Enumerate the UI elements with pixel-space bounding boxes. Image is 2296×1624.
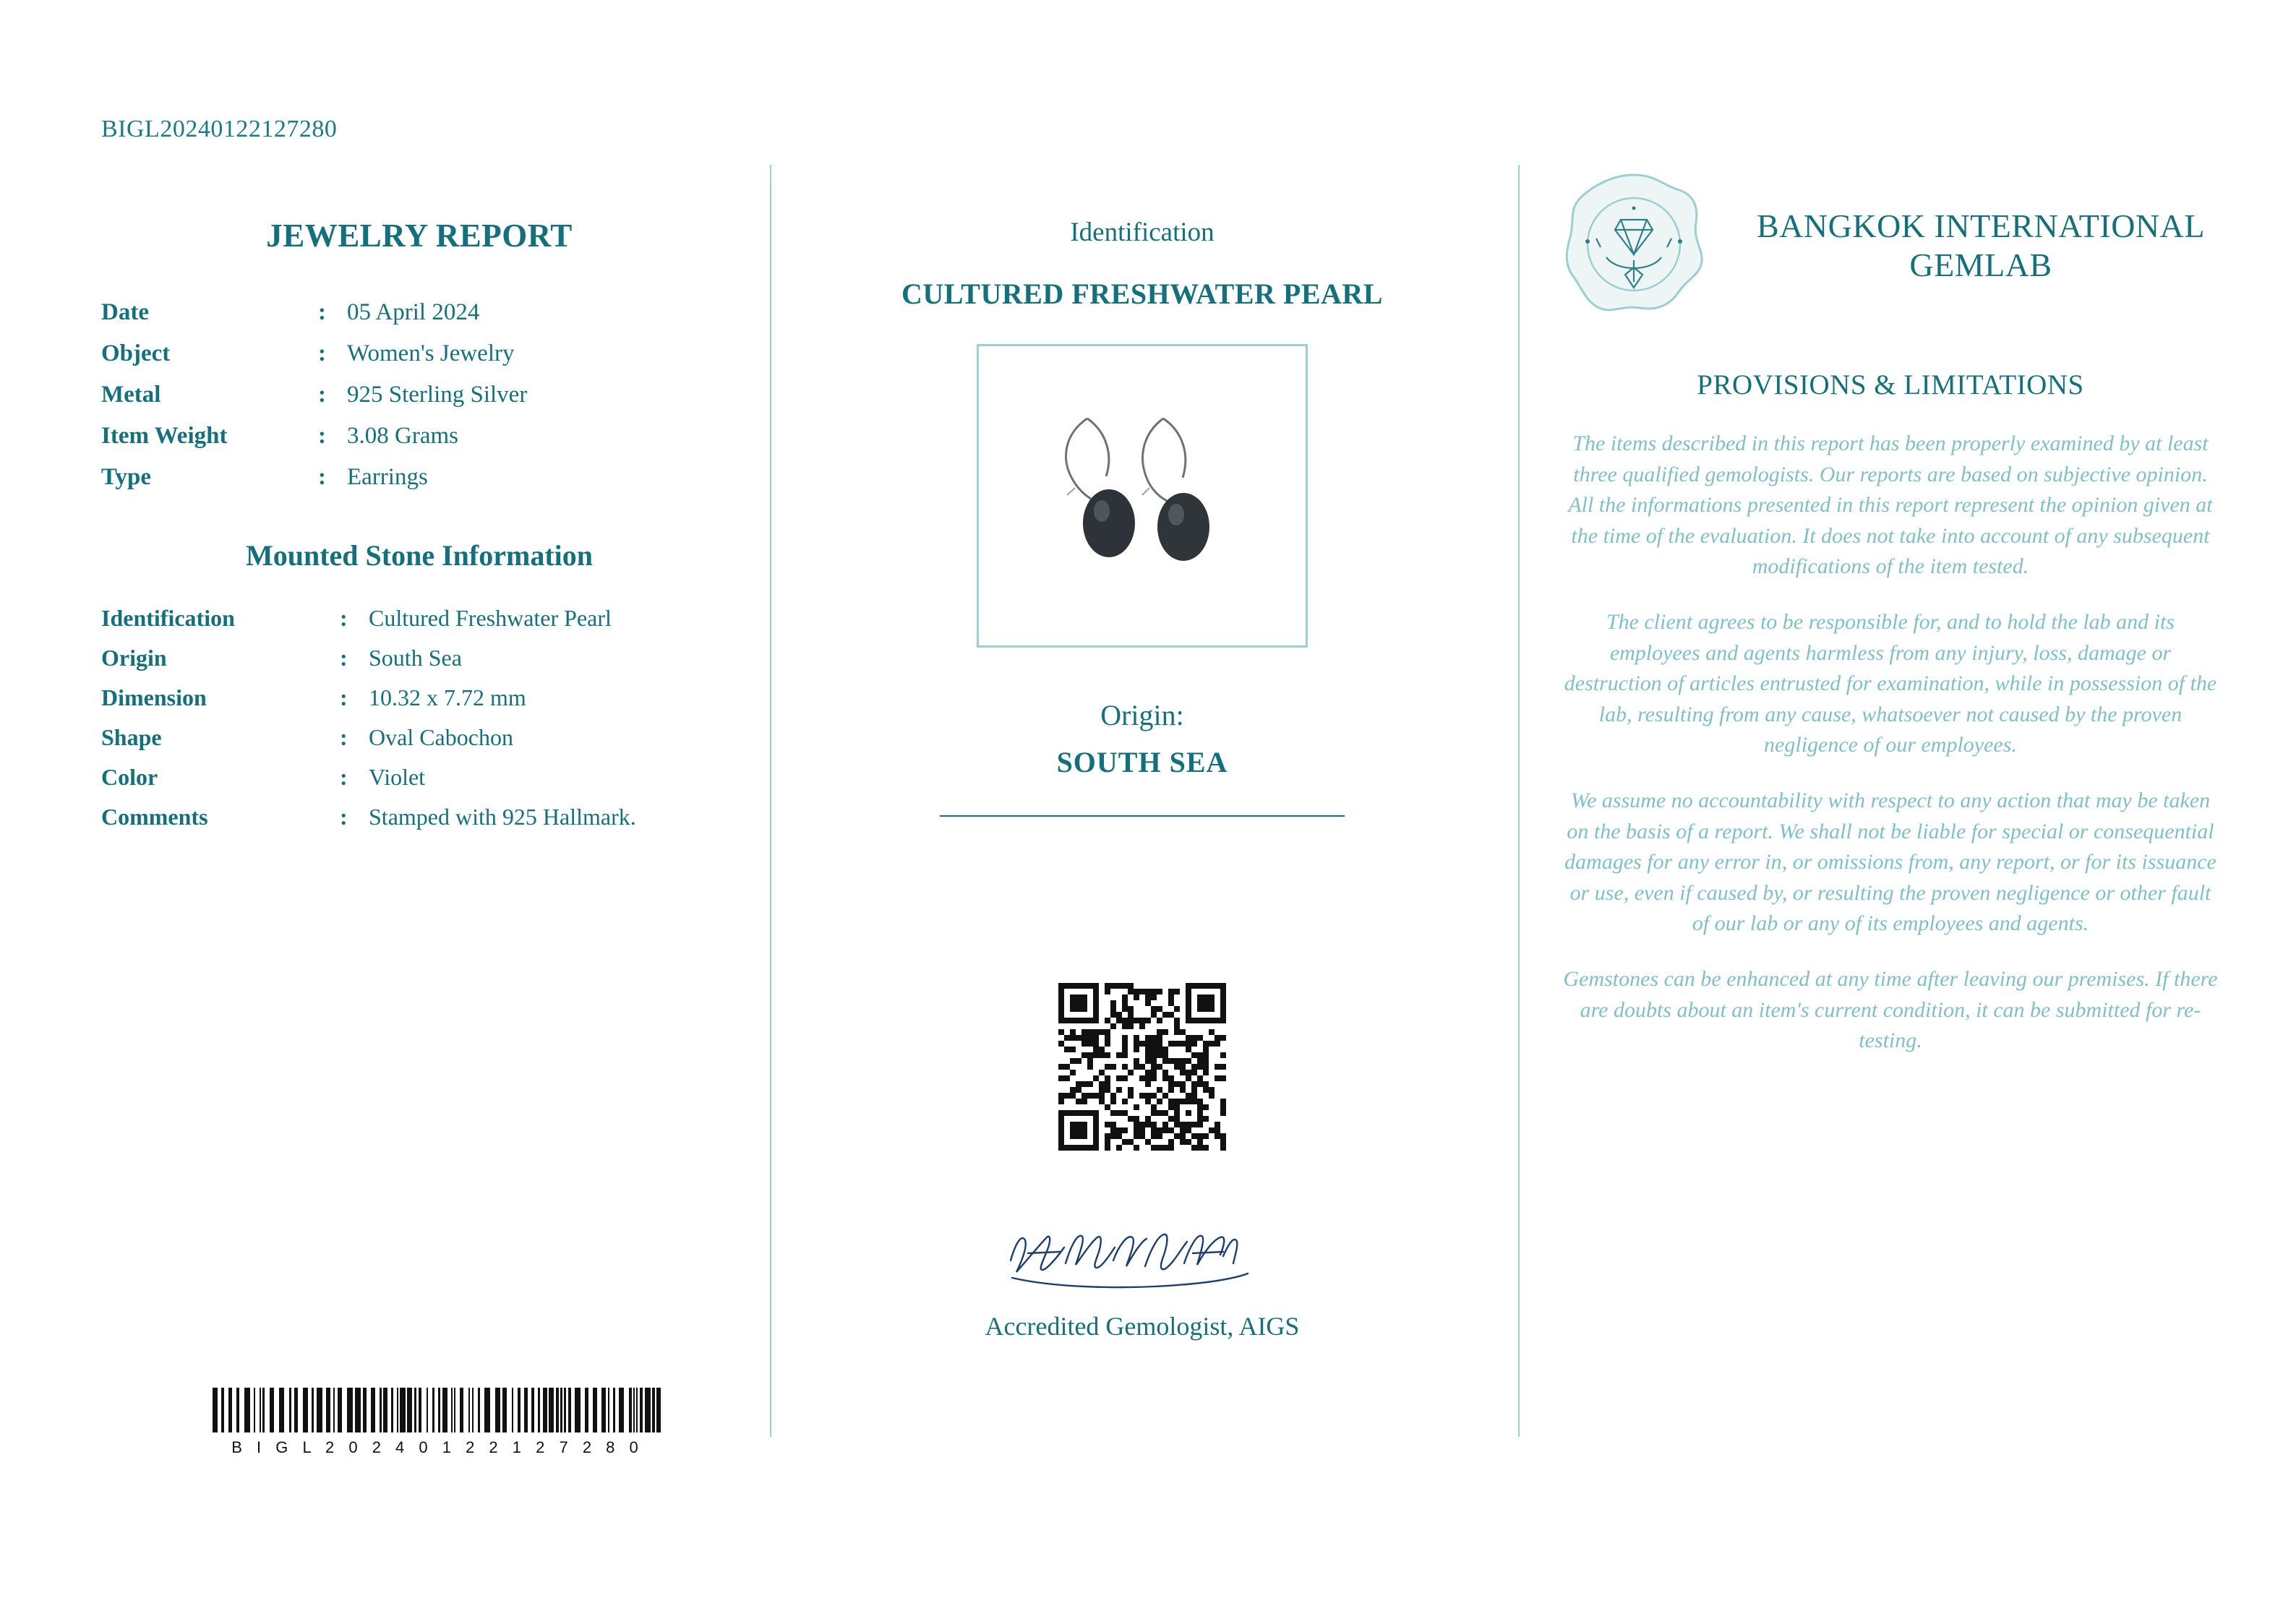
lab-logo-icon: [1554, 166, 1713, 325]
origin-label: Origin:: [1100, 699, 1184, 731]
identification-value: CULTURED FRESHWATER PEARL: [901, 278, 1383, 310]
spec-value: Violet: [369, 764, 426, 790]
spec-value: 3.08 Grams: [347, 423, 458, 449]
spec-value: 10.32 x 7.72 mm: [369, 684, 526, 710]
spec-colon: :: [318, 299, 326, 325]
spec-colon: :: [318, 340, 326, 366]
spec-value: Cultured Freshwater Pearl: [369, 605, 612, 631]
spec-label: Object: [101, 340, 171, 366]
spec-label: Identification: [101, 605, 235, 631]
middle-column: [799, 217, 1486, 1341]
spec-label: Origin: [101, 645, 167, 671]
column-divider-left: [770, 165, 771, 1437]
mounted-stone-heading: Mounted Stone Information: [245, 539, 594, 572]
table-row: [101, 374, 737, 416]
page-title: JEWELRY REPORT: [266, 218, 573, 254]
table-row: [101, 797, 737, 837]
signature-caption: Accredited Gemologist, AIGS: [985, 1312, 1300, 1341]
spec-label: Date: [101, 299, 149, 325]
table-row: [101, 416, 737, 457]
identification-label: Identification: [1070, 218, 1215, 247]
spec-label: Shape: [101, 724, 162, 750]
spec-colon: :: [318, 464, 326, 490]
origin-value: SOUTH SEA: [1056, 746, 1228, 778]
spec-value: Stamped with 925 Hallmark.: [369, 804, 636, 830]
spec-colon: :: [318, 423, 326, 449]
spec-label: Item Weight: [101, 423, 228, 449]
spec-label: Type: [101, 464, 152, 490]
barcode-text: B I G L 2 0 2 4 0 1 2 2 1 2 7 2 8 0: [231, 1438, 643, 1456]
brand-header: [1554, 166, 2227, 325]
brand-name: BANGKOK INTERNATIONAL GEMLAB: [1757, 207, 2205, 283]
spec-label: Color: [101, 764, 158, 790]
spec-colon: :: [340, 645, 348, 671]
spec-label: Comments: [101, 804, 208, 830]
spec-value: 925 Sterling Silver: [347, 382, 528, 408]
spec-colon: :: [340, 724, 348, 750]
barcode: [206, 1388, 669, 1457]
pearl-earrings-icon: [979, 346, 1306, 645]
spec-value: South Sea: [369, 645, 462, 671]
signature: [799, 1216, 1486, 1295]
barcode-bars: [206, 1388, 669, 1432]
spec-colon: :: [340, 684, 348, 710]
provisions-paragraph: The items described in this report has been properly examined by at least three qualified gemologists. Our reports are based on subjective opinion. All the informations presented in this report represent the opinion given at the time of the evaluation. It does not take into account of any subsequent modifications of the item tested.: [1568, 431, 2213, 579]
report-id: BIGL20240122127280: [101, 116, 338, 142]
left-column: [101, 217, 737, 837]
column-divider-right: [1518, 165, 1520, 1437]
spec-value: Women's Jewelry: [347, 340, 515, 366]
table-row: [101, 638, 737, 678]
table-row: [101, 678, 737, 718]
provisions-paragraph: Gemstones can be enhanced at any time after leaving our premises. If there are doubts about an item's current condition, it can be submitted for re-testing.: [1563, 966, 2218, 1053]
table-row: [101, 292, 737, 333]
table-row: [101, 333, 737, 374]
spec-label: Metal: [101, 382, 161, 408]
spec-colon: :: [340, 605, 348, 631]
provisions-title: PROVISIONS & LIMITATIONS: [1697, 369, 2084, 400]
spec-colon: :: [340, 764, 348, 790]
gem-photo-frame: [977, 344, 1308, 648]
right-column: [1554, 166, 2227, 1081]
provisions-paragraph: The client agrees to be responsible for, and to hold the lab and its employees and agents harmless from any injury, loss, damage or destruction of articles entrusted for examination, while in possession of the lab, resulting from any cause, whatsoever not caused by the proven negligence of our employees.: [1564, 609, 2217, 757]
item-spec-table: [101, 292, 737, 498]
provisions-paragraph: We assume no accountability with respect to any action that may be taken on the basis of a report. We shall not be liable for special or consequential damages for any error in, or omissions from, any report, or for its issuance or use, even if caused by, or resulting the proven negligence or other fault of our lab or any of its employees and agents.: [1564, 788, 2216, 936]
spec-label: Dimension: [101, 684, 207, 710]
signature-icon: [990, 1216, 1294, 1295]
table-row: [101, 598, 737, 638]
spec-colon: :: [318, 382, 326, 408]
spec-value: Earrings: [347, 464, 428, 490]
qr-code-image[interactable]: [1058, 983, 1226, 1151]
table-row: [101, 757, 737, 797]
horizontal-rule: [940, 815, 1345, 817]
mounted-stone-table: [101, 598, 737, 837]
qr-code[interactable]: [799, 983, 1486, 1151]
table-row: [101, 718, 737, 757]
spec-colon: :: [340, 804, 348, 830]
table-row: [101, 457, 737, 498]
spec-value: Oval Cabochon: [369, 724, 513, 750]
spec-value: 05 April 2024: [347, 299, 480, 325]
